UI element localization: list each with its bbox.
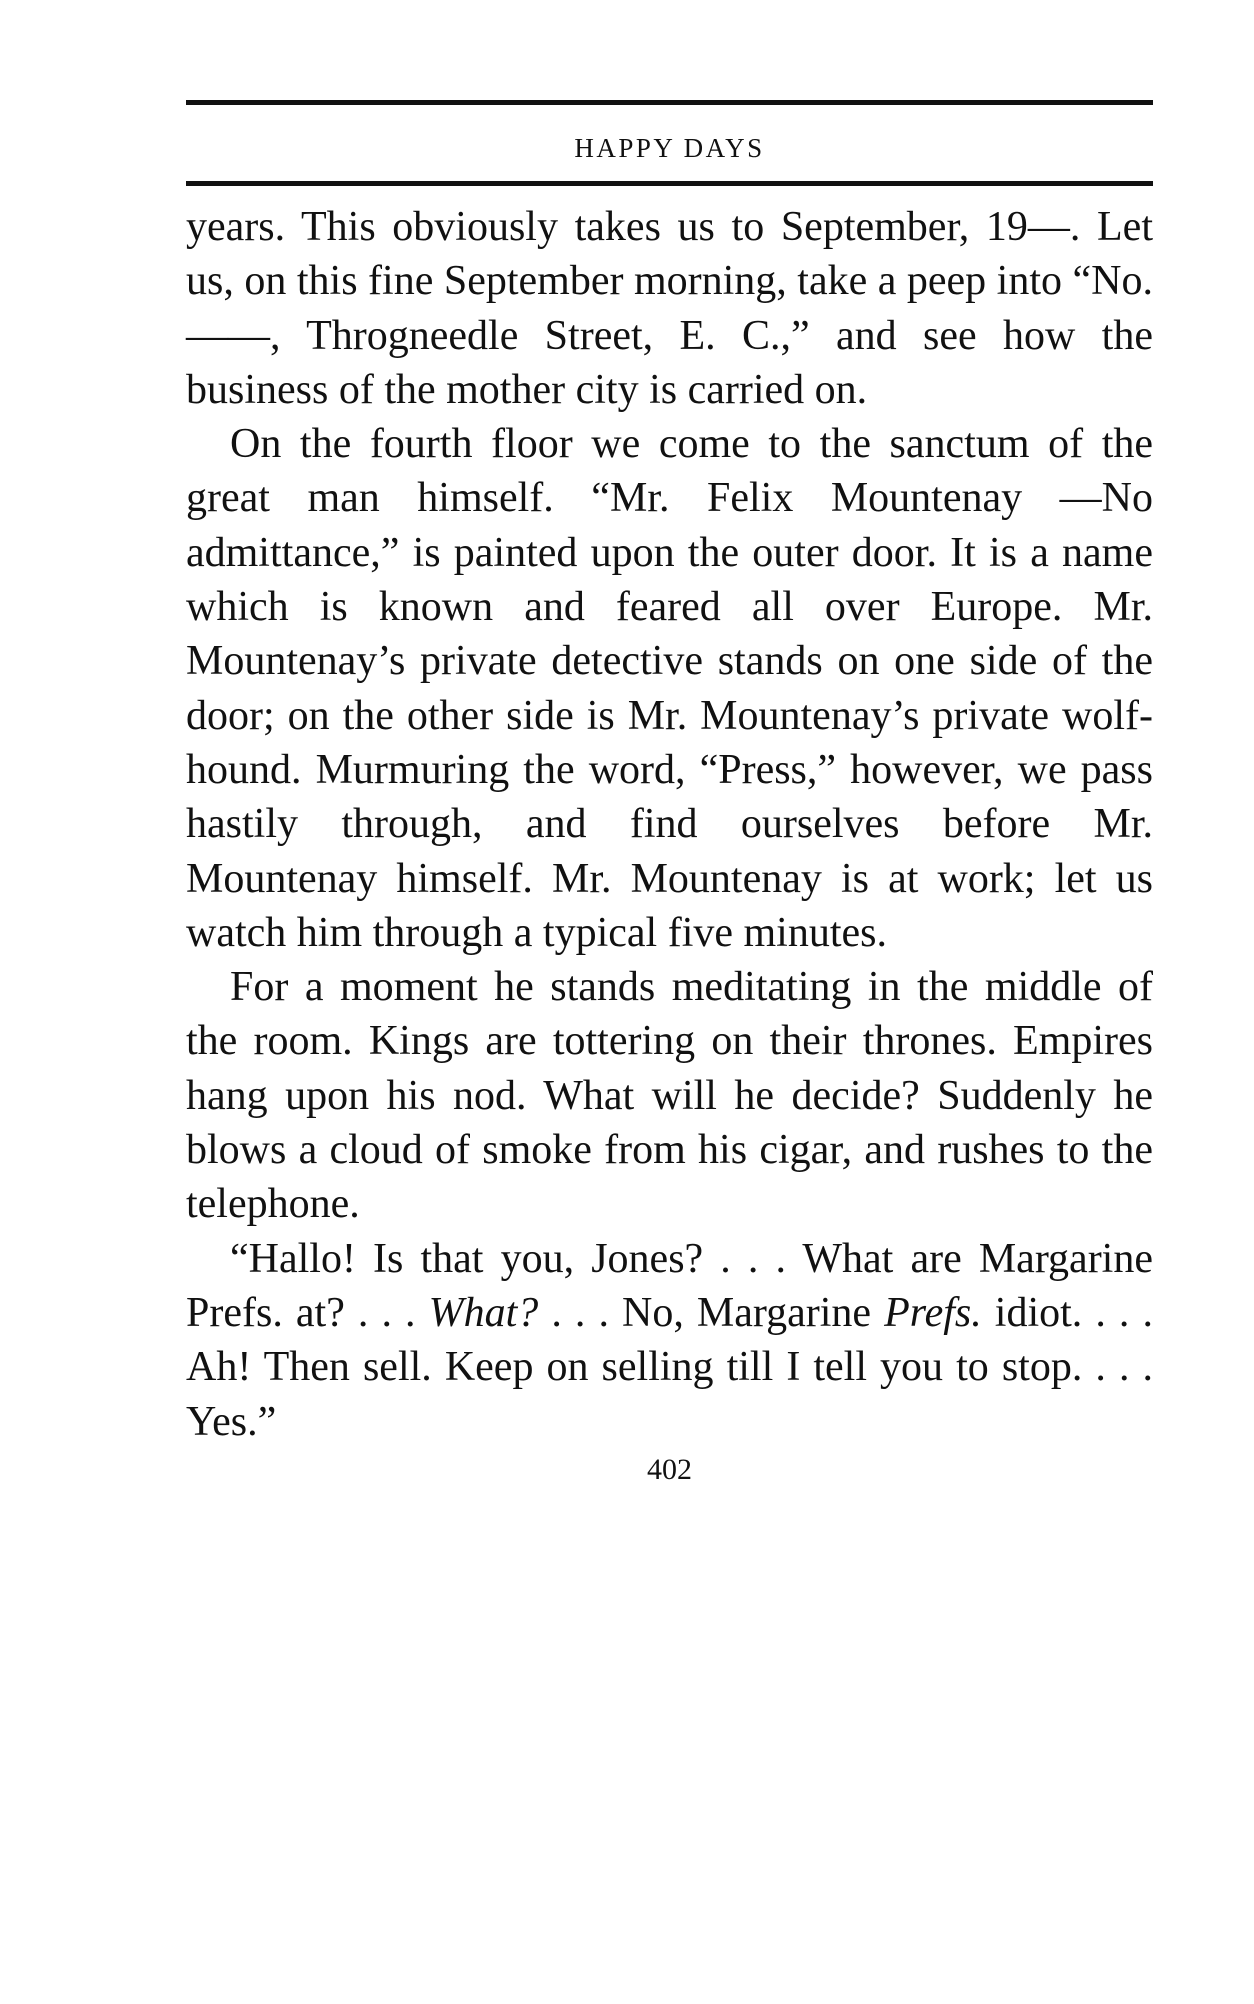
paragraph-1: years. This obviously takes us to September, 19—. Let us, on this fine September morning, take a peep into “No. ——, Throgneedle Street, E. C.,” and see how the business of the mother city is carried on. bbox=[186, 204, 1153, 413]
page-number: 402 bbox=[647, 1452, 692, 1486]
running-head: HAPPY DAYS bbox=[574, 133, 765, 163]
paragraph-4-emphasis-prefs: Prefs. bbox=[884, 1289, 982, 1336]
book-page bbox=[186, 100, 1153, 1487]
paragraph-3: For a moment he stands meditating in the middle of the room. Kings are tottering on their thrones. Empires hang upon his nod. What will he decide? Suddenly he blows a cloud of smoke from his cigar, and rushes to the telephone. bbox=[186, 964, 1153, 1228]
paragraph-4-part-1: “Hallo! Is that you, Jones? . . . What are Margarine Prefs. at? . . . bbox=[186, 1235, 1153, 1336]
paragraph-4-emphasis-what: What? bbox=[428, 1289, 539, 1336]
paragraph-4 bbox=[186, 1232, 1153, 1449]
body-text bbox=[186, 200, 1153, 1449]
paragraph-2: On the fourth floor we come to the sanctum of the great man himself. “Mr. Felix Mountenay —No admittance,” is painted upon the outer door. It is a name which is known and feared all over Europe. Mr. Mountenay’s private detective stands on one side of the door; on the other side is Mr. Mountenay’s private wolfhound. Murmuring the word, “Press,” however, we pass hastily through, and find ourselves before Mr. Mountenay himself. Mr. Mountenay is at work; let us watch him through a typical five minutes. bbox=[186, 421, 1153, 956]
paragraph-4-part-2: . . . No, Margarine bbox=[538, 1289, 885, 1336]
header-rule bbox=[186, 181, 1153, 186]
paragraph-4-part-3: idiot. . . . Ah! Then sell. Keep on selling till I tell you to stop. . . . Yes.” bbox=[186, 1289, 1153, 1445]
